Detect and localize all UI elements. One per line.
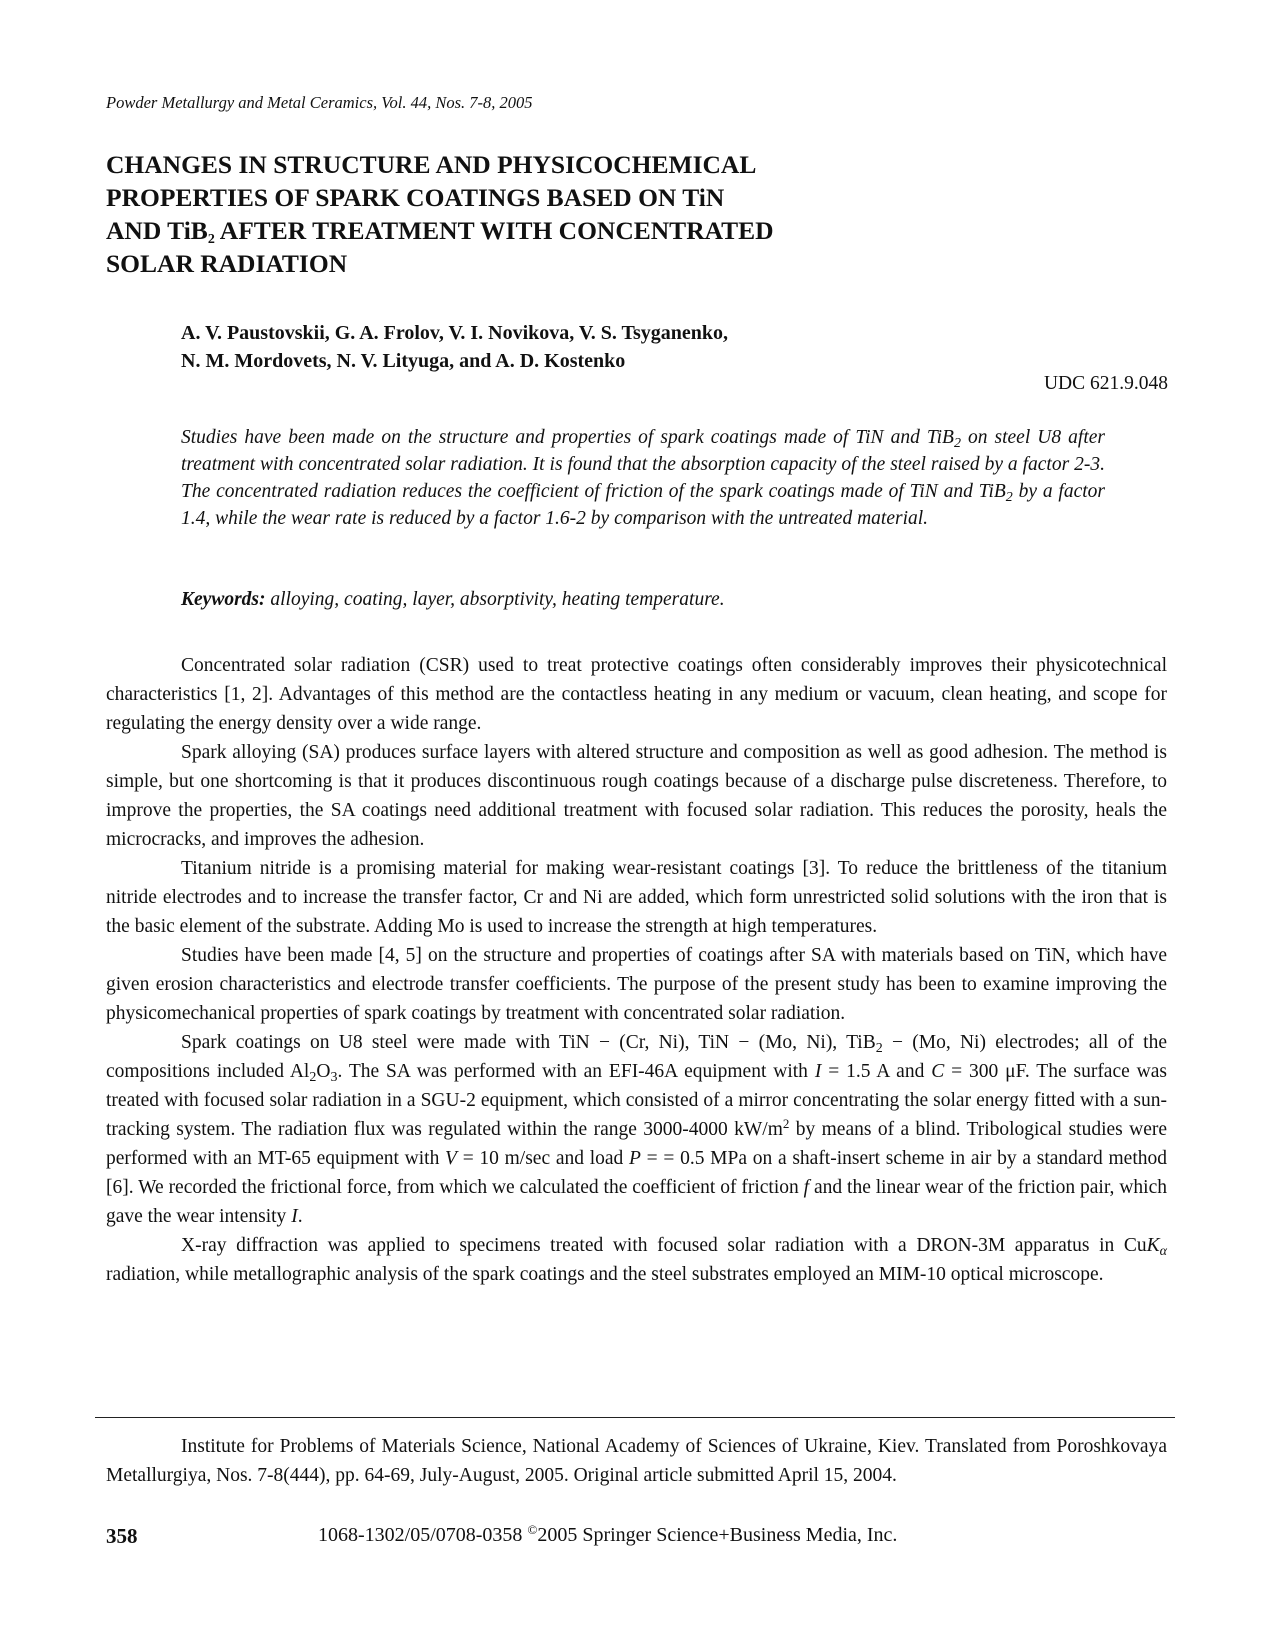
paper-title: [106, 148, 926, 280]
keywords: [181, 589, 725, 611]
udc-code: UDC 621.9.048: [1043, 373, 1168, 394]
paragraph-4: Studies have been made [4, 5] on the structure and properties of coatings after SA with materials based on TiN, which have given erosion characteristics and electrode transfer coefficients. The purpose of the present study has been to examine improving the physicomechanical properties of spark coatings by treatment with concentrated solar radiation.: [106, 945, 1167, 1024]
paragraph-6: X-ray diffraction was applied to specimens treated with focused solar radiation with a DRON-3M apparatus in CuK$_\alpha$ radiation, while metallographic analysis of the spark coatings and the steel substrates employed an MIM-10 optical microscope.: [106, 1235, 1167, 1285]
title-line-4: SOLAR RADIATION: [106, 249, 348, 278]
keywords-label: Keywords:: [181, 589, 266, 610]
affiliation-footnote: Institute for Problems of Materials Science, National Academy of Sciences of Ukraine, Kiev. Translated from Poroshkovaya Metallurgiya, Nos. 7-8(444), pp. 64-69, July-August, 2005. Original article submitted April 15, 2004.: [106, 1436, 1167, 1486]
body-text: [106, 651, 1167, 1289]
paragraph-3: Titanium nitride is a promising material for making wear-resistant coatings [3]. To reduce the brittleness of the titanium nitride electrodes and to increase the transfer factor, Cr and Ni are added, which form unrestricted solid solutions with the iron that is the basic element of the substrate. Adding Mo is used to increase the strength at high temperatures.: [106, 858, 1167, 937]
authors-line-2: N. M. Mordovets, N. V. Lityuga, and A. D. Kostenko: [181, 350, 626, 372]
journal-citation: Powder Metallurgy and Metal Ceramics, Vol. 44, Nos. 7-8, 2005: [106, 93, 533, 112]
copyright-line: 1068-1302/05/0708-0358 ©2005 Springer Science+Business Media, Inc.: [318, 1522, 898, 1546]
title-line-3: AND TiB$_2$ AFTER TREATMENT WITH CONCENTRATED: [106, 216, 774, 247]
title-line-2: PROPERTIES OF SPARK COATINGS BASED ON TiN: [106, 183, 725, 212]
author-list: [181, 319, 728, 375]
footnote-divider: [95, 1417, 1175, 1418]
authors-line-1: A. V. Paustovskii, G. A. Frolov, V. I. Novikova, V. S. Tsyganenko,: [181, 322, 729, 344]
paragraph-5: Spark coatings on U8 steel were made with TiN − (Cr, Ni), TiN − (Mo, Ni), TiB$_2$ − (Mo, Ni) electrodes; all of the compositions included $Al_2O_3$. The SA was performed with an EFI-46A equipment with I = 1.5 A and C = 300 μF. The surface was treated with focused solar radiation in a SGU-2 equipment, which consisted of a mirror concentrating the solar energy fitted with a sun-tracking system. The radiation flux was regulated within the range 3000-4000 $kW/m^2$ by means of a blind. Tribological studies were performed with an MT-65 equipment with V = 10 m/sec and load P = = 0.5 MPa on a shaft-insert scheme in air by a standard method [6]. We recorded the frictional force, from which we calculated the coefficient of friction f and the linear wear of the friction pair, which gave the wear intensity I.: [106, 1032, 1167, 1227]
paragraph-2: Spark alloying (SA) produces surface layers with altered structure and composition as well as good adhesion. The method is simple, but one shortcoming is that it produces discontinuous rough coatings because of a discharge pulse discreteness. Therefore, to improve the properties, the SA coatings need additional treatment with focused solar radiation. This reduces the porosity, heals the microcracks, and improves the adhesion.: [106, 742, 1167, 850]
keywords-text: alloying, coating, layer, absorptivity, heating temperature.: [265, 589, 725, 610]
title-line-1: CHANGES IN STRUCTURE AND PHYSICOCHEMICAL: [106, 150, 757, 179]
paragraph-1: Concentrated solar radiation (CSR) used to treat protective coatings often considerably improves their physicotechnical characteristics [1, 2]. Advantages of this method are the contactless heating in any medium or vacuum, clean heating, and scope for regulating the energy density over a wide range.: [106, 655, 1167, 734]
copyright-symbol: ©: [527, 1522, 538, 1537]
page-number: 358: [106, 1524, 138, 1548]
abstract: Studies have been made on the structure and properties of spark coatings made of TiN and TiB$_2$ on steel U8 after treatment with concentrated solar radiation. It is found that the absorption capacity of the steel raised by a factor 2-3. The concentrated radiation reduces the coefficient of friction of the spark coatings made of TiN and TiB$_2$ by a factor 1.4, while the wear rate is reduced by a factor 1.6-2 by comparison with the untreated material.: [181, 427, 1105, 529]
